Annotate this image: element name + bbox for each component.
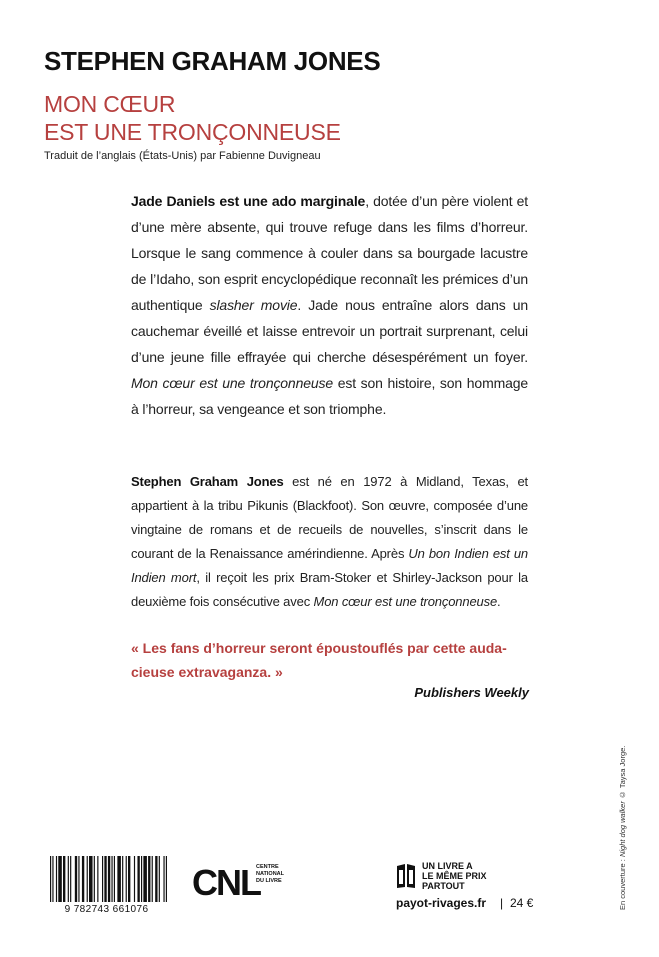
summary-text-3: est son histoire, son hommage à l’horreur, sa vengeance et son triomphe. — [131, 375, 528, 417]
summary-text-2: . Jade nous entraîne alors dans un cauchemar éveillé et laisse entrevoir un portrait surprenant, celui d’une jeune fille effrayée qui cherche désespérément un foyer. — [131, 297, 528, 365]
bio-italic-2: Mon cœur est une tronçonneuse — [313, 594, 498, 609]
summary-paragraph — [131, 188, 528, 422]
cnl-subtitle — [256, 864, 284, 885]
prix-unique-text — [422, 861, 487, 891]
summary-italic-1: slasher movie — [209, 297, 298, 313]
price-separator: | — [500, 896, 504, 910]
prix-unique-line-3: PARTOUT — [422, 881, 465, 891]
book-title-line-1: MON CŒUR — [44, 91, 176, 117]
bio-italic-1: Un bon Indien est un Indien mort — [131, 546, 528, 585]
open-book-icon — [396, 863, 416, 889]
price: 24 € — [510, 896, 534, 910]
cover-credit-suffix: © Taysa Jorge. — [618, 745, 627, 802]
press-quote: « Les fans d’horreur seront époustouflés par cette auda-cieuse extravaganza. » — [131, 640, 507, 680]
book-title — [44, 90, 341, 146]
prix-unique-line-1: UN LIVRE A — [422, 861, 473, 871]
cnl-subtitle-line-2: NATIONAL — [256, 871, 285, 877]
cnl-letters: CNL — [192, 862, 260, 903]
book-title-line-2: EST UNE TRONÇONNEUSE — [44, 119, 341, 145]
cover-credit-prefix: En couverture : — [618, 857, 627, 910]
cnl-logo — [192, 860, 302, 910]
cover-credit-artwork: Night dog walker — [618, 801, 627, 858]
translator-credit: Traduit de l’anglais (États-Unis) par Fabienne Duvigneau — [44, 150, 321, 162]
bio-text-1: est né en 1972 à Midland, Texas, et appartient à la tribu Pikunis (Blackfoot). Son œuvre, composée d’une vingtaine de romans et de recueils de nouvelles, s’inscrit dans le courant de la Renaissance amérindienne. Après — [131, 474, 528, 561]
cnl-subtitle-line-3: DU LIVRE — [256, 878, 282, 884]
publisher-website: payot-rivages.fr — [396, 896, 487, 910]
quote-source: Publishers Weekly — [414, 685, 529, 700]
summary-text-1: , dotée d’un père violent et d’une mère absente, qui trouve refuge dans les films d’horreur. Lorsque le sang commence à couler dans sa bourgade lacustre de l’Idaho, son esprit encyclopédique reconnaît les prémices d’un authentique — [131, 193, 528, 313]
author-name: STEPHEN GRAHAM JONES — [44, 46, 381, 76]
isbn-number: 9 782743 661076 — [64, 904, 149, 915]
author-bio — [131, 470, 528, 614]
summary-lead: Jade Daniels est une ado marginale — [131, 193, 366, 209]
prix-unique-line-2: LE MÊME PRIX — [422, 871, 487, 881]
barcode-block — [44, 856, 169, 916]
barcode-icon — [50, 856, 167, 902]
cover-credit — [618, 746, 638, 910]
summary-italic-2: Mon cœur est une tronçonneuse — [131, 375, 333, 391]
bio-name: Stephen Graham Jones — [131, 474, 284, 489]
cnl-subtitle-line-1: CENTRE — [256, 864, 279, 870]
bio-text-2: , il reçoit les prix Bram-Stoker et Shirley-Jackson pour la deuxième fois consécutive avec — [131, 570, 529, 609]
bio-text-3: . — [497, 594, 501, 609]
